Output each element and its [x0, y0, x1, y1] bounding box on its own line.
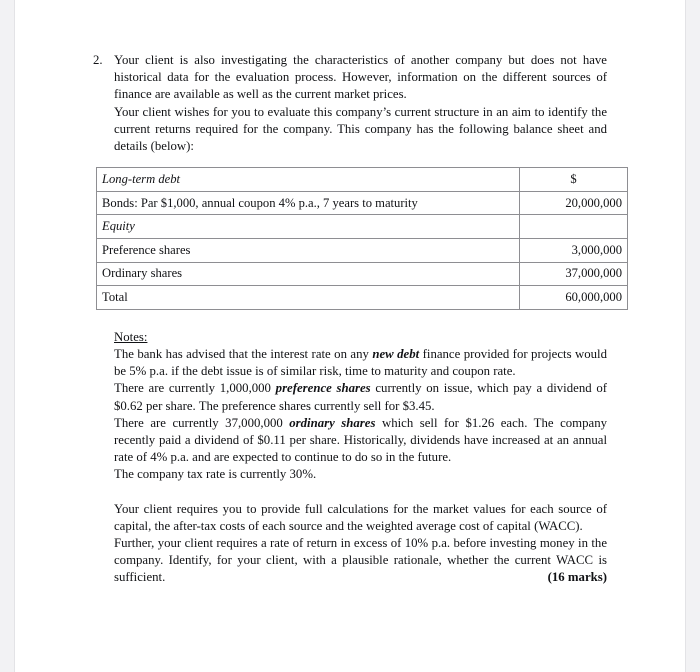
note-ordinary-shares	[114, 415, 607, 467]
balance-sheet-body	[97, 168, 628, 310]
notes-block	[114, 329, 607, 484]
question-text	[114, 52, 607, 155]
notes-title: Notes:	[114, 329, 148, 344]
note-tax-rate: The company tax rate is currently 30%.	[114, 467, 317, 482]
balance-sheet-table	[96, 167, 628, 310]
row-amount	[520, 215, 628, 239]
note-preference-after: currently on issue, which pay a dividend of $0.62 per share. The preference shares currently sell for $3.45.	[114, 381, 607, 413]
question-block	[93, 52, 607, 155]
note-ordinary-emphasis: ordinary shares	[289, 415, 376, 430]
row-amount: 37,000,000	[520, 262, 628, 286]
note-preference-before: There are currently 1,000,000	[114, 381, 276, 396]
table-row	[97, 215, 628, 239]
question-paragraph-1: Your client is also investigating the characteristics of another company but does not have historical data for the evaluation process. However, information on the different sources of finance are available as well as the current market prices.	[114, 53, 607, 102]
table-row	[97, 239, 628, 263]
requirements-paragraph-2	[114, 535, 607, 587]
note-ordinary-after: which sell for $1.26 each. The company recently paid a dividend of $0.11 per share. Historically, dividends have increased at an annual rate of 4% p.a. and are expected to continue to do so in the future.	[114, 415, 607, 465]
row-amount: 20,000,000	[520, 191, 628, 215]
note-new-debt-emphasis: new debt	[372, 346, 420, 361]
row-label: Total	[97, 286, 520, 310]
balance-sheet-table-wrapper	[96, 167, 622, 310]
note-new-debt-after: finance provided for projects would be 5% p.a. if the debt issue is of similar risk, time to maturity and coupon rate.	[114, 346, 607, 379]
marks-allocation: (16 marks)	[547, 570, 607, 585]
document-body	[93, 52, 622, 587]
table-row	[97, 191, 628, 215]
note-new-debt-before: The bank has advised that the interest rate on any	[114, 346, 373, 361]
note-preference-shares	[114, 380, 607, 414]
row-amount: $	[520, 168, 628, 192]
row-label: Bonds: Par $1,000, annual coupon 4% p.a., 7 years to maturity	[97, 191, 520, 215]
question-paragraph-2: Your client wishes for you to evaluate this company’s current structure in an aim to identify the current returns required for the company. This company has the following balance sheet and details (below):	[114, 104, 607, 154]
row-label: Preference shares	[97, 239, 520, 263]
question-number: 2.	[93, 53, 103, 67]
table-row	[97, 262, 628, 286]
requirements-paragraph-2-text: Further, your client requires a rate of return in excess of 10% p.a. before investing money in the company. Identify, for your client, with a plausible rationale, whether the current WACC is sufficient.	[114, 536, 607, 585]
table-row	[97, 286, 628, 310]
note-ordinary-before: There are currently 37,000,000	[114, 415, 290, 430]
row-label: Ordinary shares	[97, 262, 520, 286]
note-new-debt	[114, 346, 607, 380]
note-preference-emphasis: preference shares	[275, 381, 371, 396]
requirements-block	[114, 501, 607, 587]
table-row	[97, 168, 628, 192]
row-amount: 3,000,000	[520, 239, 628, 263]
row-label: Long-term debt	[97, 168, 520, 192]
row-label: Equity	[97, 215, 520, 239]
document-page	[14, 0, 686, 672]
row-amount: 60,000,000	[520, 286, 628, 310]
requirements-paragraph-1: Your client requires you to provide full calculations for the market values for each source of capital, the after-tax costs of each source and the weighted average cost of capital (WACC).	[114, 501, 607, 533]
